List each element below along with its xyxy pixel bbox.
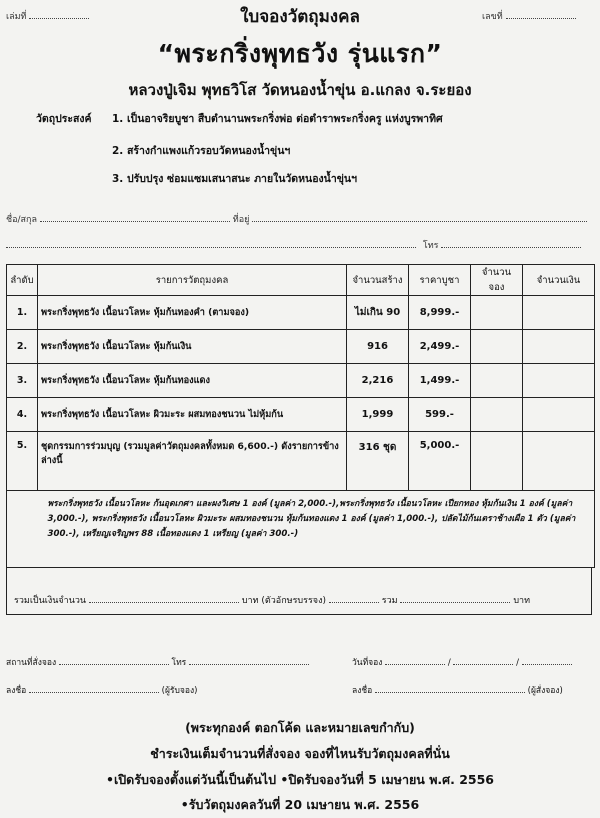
- baht-text-label: บาท (ตัวอักษรบรรจง): [241, 596, 326, 606]
- row-price: 8,999.-: [409, 296, 471, 330]
- name-field[interactable]: [40, 212, 230, 222]
- table-row: [7, 364, 595, 398]
- row-item: พระกริ่งพุทธวัง เนื้อนวโลหะ ผิวมะระ ผสมทองชนวน ไม่หุ้มก้น: [38, 398, 347, 432]
- row-number: 4.: [7, 398, 38, 432]
- booking-place-field[interactable]: [59, 655, 169, 665]
- objective-item: 3. ปรับปรุง ซ่อมแซมเสนาสนะ ภายในวัดหนองน้ำขุ่นฯ: [112, 173, 357, 185]
- booker-signature-row: [6, 683, 197, 697]
- sub-title: หลวงปู่เจิม พุทธวิโส วัดหนองน้ำขุ่น อ.แกลง จ.ระยอง: [128, 81, 472, 99]
- column-header: จำนวนจอง: [471, 265, 523, 296]
- document-title: ใบจองวัตถุมงคล: [240, 7, 360, 27]
- row-amount[interactable]: [523, 330, 595, 364]
- booking-date-row: วันที่จอง / /: [352, 655, 572, 669]
- footer-note-booking-period: •เปิดรับจองตั้งแต่วันนี้เป็นต้นไป •ปิดรับจองวันที่ 5 เมษายน พ.ศ. 2556: [105, 772, 495, 787]
- address-field[interactable]: [252, 212, 587, 222]
- note-spacer: [7, 491, 38, 568]
- orderer-signature-row: [352, 683, 563, 697]
- booking-day-field[interactable]: [385, 655, 445, 665]
- sum-field[interactable]: [400, 593, 510, 603]
- table-row: [7, 398, 595, 432]
- row-quantity: 316 ชุด: [347, 432, 409, 491]
- total-label: รวมเป็นเงินจำนวน: [14, 596, 87, 606]
- telephone-field[interactable]: [441, 238, 581, 248]
- total-box: [6, 567, 592, 615]
- row-amount[interactable]: [523, 398, 595, 432]
- package-note: พระกริ่งพุทธวัง เนื้อนวโลหะ ก้นอุดเกศา และผงวิเศษ 1 องค์ (มูลค่า 2,000.-),พระกริ่งพุทธวัง เนื้อนวโลหะ เปียกทอง หุ้มก้นเงิน 1 องค์ (มูลค่า 3,000.-), พระกริ่งพุทธวัง เนื้อนวโลหะ ผิวมะระ ผสมทองชนวน หุ้มก้นทองแดง 1 องค์ (มูลค่า 1,000.-), ปลัดไม้ก้นเตราช้างเผือ 1 ตัว (มูลค่า 300.-), เหรียญเจริญพร 88 เนื้อทองแดง 1 เหรียญ (มูลค่า 300.-): [38, 491, 595, 568]
- column-header: จำนวนเงิน: [523, 265, 595, 296]
- row-quantity: 916: [347, 330, 409, 364]
- booking-place-row: [6, 655, 309, 669]
- booking-tel-field[interactable]: [189, 655, 309, 665]
- booking-tel-label: โทร: [171, 658, 187, 668]
- table-row: [7, 296, 595, 330]
- footer-note-coding: (พระทุกองค์ ตอกโค้ด และหมายเลขกำกับ): [185, 720, 415, 735]
- row-price: 1,499.-: [409, 364, 471, 398]
- sum-label: รวม: [381, 596, 398, 606]
- objectives-label: วัตถุประสงค์: [36, 113, 92, 125]
- booker-label: (ผู้รับจอง): [161, 686, 198, 696]
- table-note-row: [7, 491, 595, 568]
- table-header-row: [7, 265, 595, 296]
- row-item: พระกริ่งพุทธวัง เนื้อนวโลหะ หุ้มก้นทองแดง: [38, 364, 347, 398]
- row-number: 3.: [7, 364, 38, 398]
- address-label: ที่อยู่: [232, 215, 250, 225]
- row-quantity: 2,216: [347, 364, 409, 398]
- booking-month-field[interactable]: [453, 655, 513, 665]
- footer-note-pickup-date: •รับวัตถุมงคลวันที่ 20 เมษายน พ.ศ. 2556: [180, 797, 420, 812]
- row-number: 5.: [7, 432, 38, 491]
- row-quantity: 1,999: [347, 398, 409, 432]
- row-booked-count[interactable]: [471, 398, 523, 432]
- orderer-signature-field[interactable]: [375, 683, 525, 693]
- footer-note-payment: ชำระเงินเต็มจำนวนที่สั่งจอง จองที่ไหนรับวัตถุมงคลที่นั่น: [150, 746, 450, 761]
- row-booked-count[interactable]: [471, 364, 523, 398]
- table-row: [7, 330, 595, 364]
- row-price: 2,499.-: [409, 330, 471, 364]
- orderer-label: (ผู้สั่งจอง): [527, 686, 563, 696]
- row-number: 1.: [7, 296, 38, 330]
- objective-item: 2. สร้างกำแพงแก้วรอบวัดหนองน้ำขุ่นฯ: [112, 145, 291, 157]
- row-item: พระกริ่งพุทธวัง เนื้อนวโลหะ หุ้มก้นทองคำ (ตามจอง): [38, 296, 347, 330]
- column-header: รายการวัตถุมงคล: [38, 265, 347, 296]
- telephone-label: โทร: [422, 241, 439, 251]
- telephone-row: [420, 238, 581, 252]
- baht-text-field[interactable]: [329, 593, 379, 603]
- row-item: พระกริ่งพุทธวัง เนื้อนวโลหะ หุ้มก้นเงิน: [38, 330, 347, 364]
- baht-label: บาท: [513, 596, 531, 606]
- signature-label: ลงชื่อ: [6, 686, 27, 696]
- row-booked-count[interactable]: [471, 330, 523, 364]
- row-price: 599.-: [409, 398, 471, 432]
- serial-number-line: [506, 9, 576, 19]
- address-line-2[interactable]: [6, 247, 416, 248]
- row-amount[interactable]: [523, 432, 595, 491]
- name-label: ชื่อ/สกุล: [6, 215, 38, 225]
- name-address-row: [6, 212, 587, 226]
- booking-date-label: วันที่จอง: [352, 658, 383, 668]
- booking-place-label: สถานที่สั่งจอง: [6, 658, 57, 668]
- row-item: ชุดกรรมการร่วมบุญ (รวมมูลค่าวัตถุมงคลทั้งหมด 6,600.-) ดังรายการข้างล่างนี้: [38, 432, 347, 491]
- row-price: 5,000.-: [409, 432, 471, 491]
- serial-number-label: [482, 9, 576, 23]
- row-quantity: ไม่เกิน 90: [347, 296, 409, 330]
- items-table: [6, 264, 595, 568]
- column-header: จำนวนสร้าง: [347, 265, 409, 296]
- serial-number-text: เลขที่: [482, 12, 503, 22]
- column-header: ลำดับ: [7, 265, 38, 296]
- booking-year-field[interactable]: [522, 655, 572, 665]
- main-title: “พระกริ่งพุทธวัง รุ่นแรก”: [157, 39, 443, 68]
- total-row: [14, 593, 530, 607]
- booker-signature-field[interactable]: [29, 683, 159, 693]
- row-amount[interactable]: [523, 364, 595, 398]
- row-booked-count[interactable]: [471, 432, 523, 491]
- row-amount[interactable]: [523, 296, 595, 330]
- row-number: 2.: [7, 330, 38, 364]
- table-row: [7, 432, 595, 491]
- row-booked-count[interactable]: [471, 296, 523, 330]
- total-amount-field[interactable]: [89, 593, 239, 603]
- objective-item: 1. เป็นอาจริยบูชา สืบตำนานพระกริ่งพ่อ ต่อตำราพระกริ่งครู แห่งบูรพาทิศ: [112, 113, 443, 125]
- signature-label: ลงชื่อ: [352, 686, 373, 696]
- column-header: ราคาบูชา: [409, 265, 471, 296]
- book-number-text: เล่มที่: [6, 12, 27, 22]
